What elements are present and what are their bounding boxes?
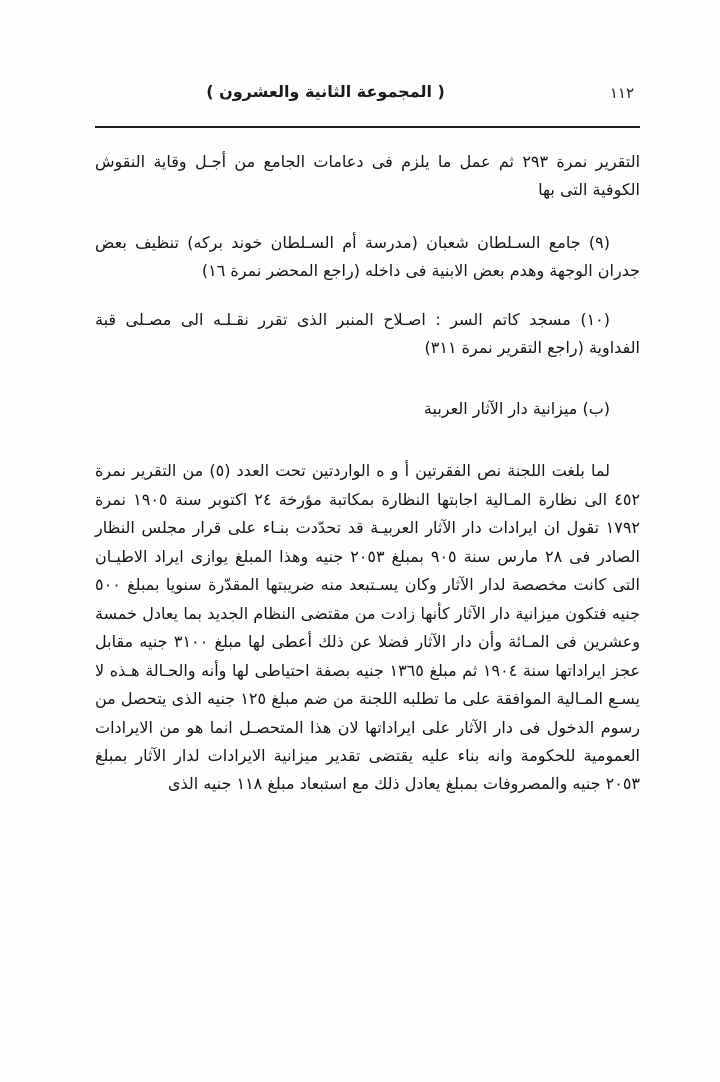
paragraph-budget-discussion: لما بلغت اللجنة نص الفقرتين أ و ه الواردتين تحت العدد (٥) من التقرير نمرة ٤٥٢ الى نظارة المـالية اجابتها النظارة بمكاتبة مؤرخة ٢٤ اكتوبر سنة ١٩٠٥ نمرة ١٧٩٢ تقول ان ايرادات دار الآثار العربيـة قد تحدّدت بنـاء على قرار مجلس النظار الصادر فى ٢٨ مارس سنة ٩٠٥ بمبلغ ٢٠٥٣ جنيه وهذا المبلغ يوازى ايراد الاطيـان التى كانت مخصصة لدار الآثار وكان يسـتبعد منه ضريبتها المقدّرة سنويا بمبلغ ٥٠٠ جنيه فتكون ميزانية دار الآثار كأنها زادت من مقتضى النظام الجديد بما يعادل خمسة وعشرين فى المـائة وأن دار الآثار فضلا عن ذلك أعطى لها مبلغ ٣١٠٠ جنيه مقابل عجز ايراداتها سنة ١٩٠٤ ثم مبلغ ١٣٦٥ جنيه بصفة احتياطى لها وأنه والحـالة هـذه لا يسـع المـالية الموافقة على ما تطلبه اللجنة من ضم مبلغ ١٢٥ جنيه الذى يتحصل من رسوم الدخول فى دار الآثار على ايراداتها لان هذا المتحصـل انما هو من الايرادات العمومية للحكومة وانه بناء عليه يقتضى تقدير ميزانية الايرادات لدار الآثار بمبلغ ٢٠٥٣ جنيه والمصروفات بمبلغ يعادل ذلك مع استبعاد مبلغ ١١٨ جنيه الذى xyxy=(95,461,641,794)
section-heading-b: (ب) ميزانية دار الآثار العربية xyxy=(423,398,610,418)
paragraph-item-10: (١٠) مسجد كاتم السر : اصـلاح المنبر الذى تقرر نقـلـه الى مصـلى قبة الفداوية (راجع التقرير نمرة ٣١١) xyxy=(95,309,640,358)
body-text xyxy=(95,148,640,799)
page-header xyxy=(95,82,640,108)
collection-title: ( المجموعة الثانية والعشرون ) xyxy=(206,82,445,101)
header-rule xyxy=(95,126,640,128)
page-number: ١١٢ xyxy=(609,84,634,102)
paragraph-continuation: التقرير نمرة ٢٩٣ ثم عمل ما يلزم فى دعامات الجامع من أجـل وقاية النقوش الكوفية التى بها xyxy=(95,152,641,200)
paragraph-item-9: (٩) جامع السـلطان شعبان (مدرسة أم السـلطان خوند بركه) تنظيف بعض جدران الوجهة وهدم بعض الابنية فى داخله (راجع المحضر نمرة ١٦) xyxy=(95,232,640,281)
